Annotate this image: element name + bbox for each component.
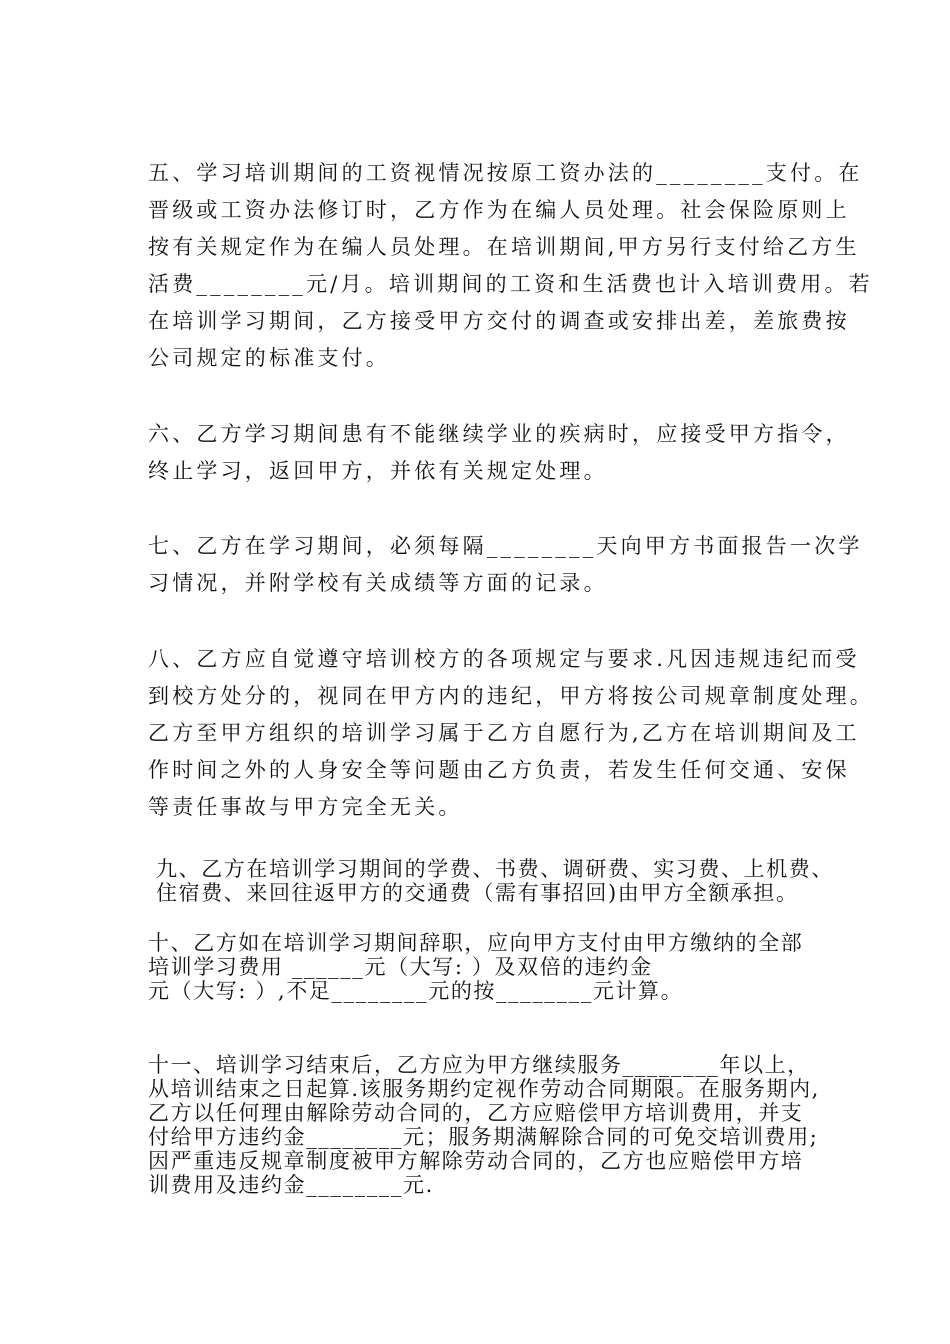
clause-11-line: 训费用及违约金________元.: [148, 1173, 434, 1197]
clause-8-line: 等责任事故与甲方完全无关。: [148, 795, 463, 819]
clause-8-line: 八、乙方应自觉遵守培训校方的各项规定与要求.凡因违规违纪而受: [148, 647, 860, 671]
clause-6-line: 六、乙方学习期间患有不能继续学业的疾病时，应接受甲方指令，: [148, 422, 850, 446]
clause-10-line: 元（大写: ）,不足________元的按________元计算。: [148, 979, 684, 1003]
clause-11-line: 从培训结束之日起算.该服务期约定视作劳动合同期限。在服务期内,: [148, 1077, 820, 1101]
clause-10-line: 十、乙方如在培训学习期间辞职，应向甲方支付由甲方缴纳的全部: [148, 931, 804, 955]
clause-6: [148, 416, 850, 490]
clause-5-line: 晋级或工资办法修订时，乙方作为在编人员处理。社会保险原则上: [148, 198, 850, 222]
clause-7: [148, 528, 863, 602]
clause-9: [156, 857, 846, 905]
clause-5: [148, 155, 873, 377]
clause-10: [148, 931, 838, 1003]
clause-10-line: 培训学习费用 ______元（大写: ）及双倍的违约金: [148, 955, 653, 979]
clause-8-line: 乙方至甲方组织的培训学习属于乙方自愿行为,乙方在培训期间及工: [148, 721, 860, 745]
clause-5-line: 活费________元/月。培训期间的工资和生活费也计入培训费用。若: [148, 272, 873, 296]
clause-11-line: 付给甲方违约金________元；服务期满解除合同的可免交培训费用;: [148, 1125, 819, 1149]
clause-11-line: 十一、培训学习结束后，乙方应为甲方继续服务________年以上，: [148, 1053, 810, 1077]
clause-5-line: 按有关规定作为在编人员处理。在培训期间,甲方另行支付给乙方生: [148, 235, 860, 259]
clause-5-line: 五、学习培训期间的工资视情况按原工资办法的________支付。在: [148, 161, 863, 185]
clause-11-line: 因严重违反规章制度被甲方解除劳动合同的，乙方也应赔偿甲方培: [148, 1149, 804, 1173]
clause-5-line: 在培训学习期间，乙方接受甲方交付的调查或安排出差，差旅费按: [148, 309, 850, 333]
clause-7-line: 习情况，并附学校有关成绩等方面的记录。: [148, 571, 608, 595]
clause-11: [148, 1053, 838, 1197]
clause-6-line: 终止学习，返回甲方，并依有关规定处理。: [148, 459, 608, 483]
clause-11-line: 乙方以任何理由解除劳动合同的，乙方应赔偿甲方培训费用，并支: [148, 1101, 804, 1125]
clause-8-line: 作时间之外的人身安全等问题由乙方负责，若发生任何交通、安保: [148, 758, 850, 782]
clause-5-line: 公司规定的标准支付。: [148, 346, 390, 370]
clause-7-line: 七、乙方在学习期间，必须每隔________天向甲方书面报告一次学: [148, 534, 863, 558]
clause-9-line: 九、乙方在培训学习期间的学费、书费、调研费、实习费、上机费、: [156, 857, 834, 881]
clause-8: [148, 641, 874, 826]
clause-8-line: 到校方处分的，视同在甲方内的违纪，甲方将按公司规章制度处理。: [148, 684, 874, 708]
clause-9-line: 住宿费、来回往返甲方的交通费（需有事招回)由甲方全额承担。: [156, 881, 799, 905]
